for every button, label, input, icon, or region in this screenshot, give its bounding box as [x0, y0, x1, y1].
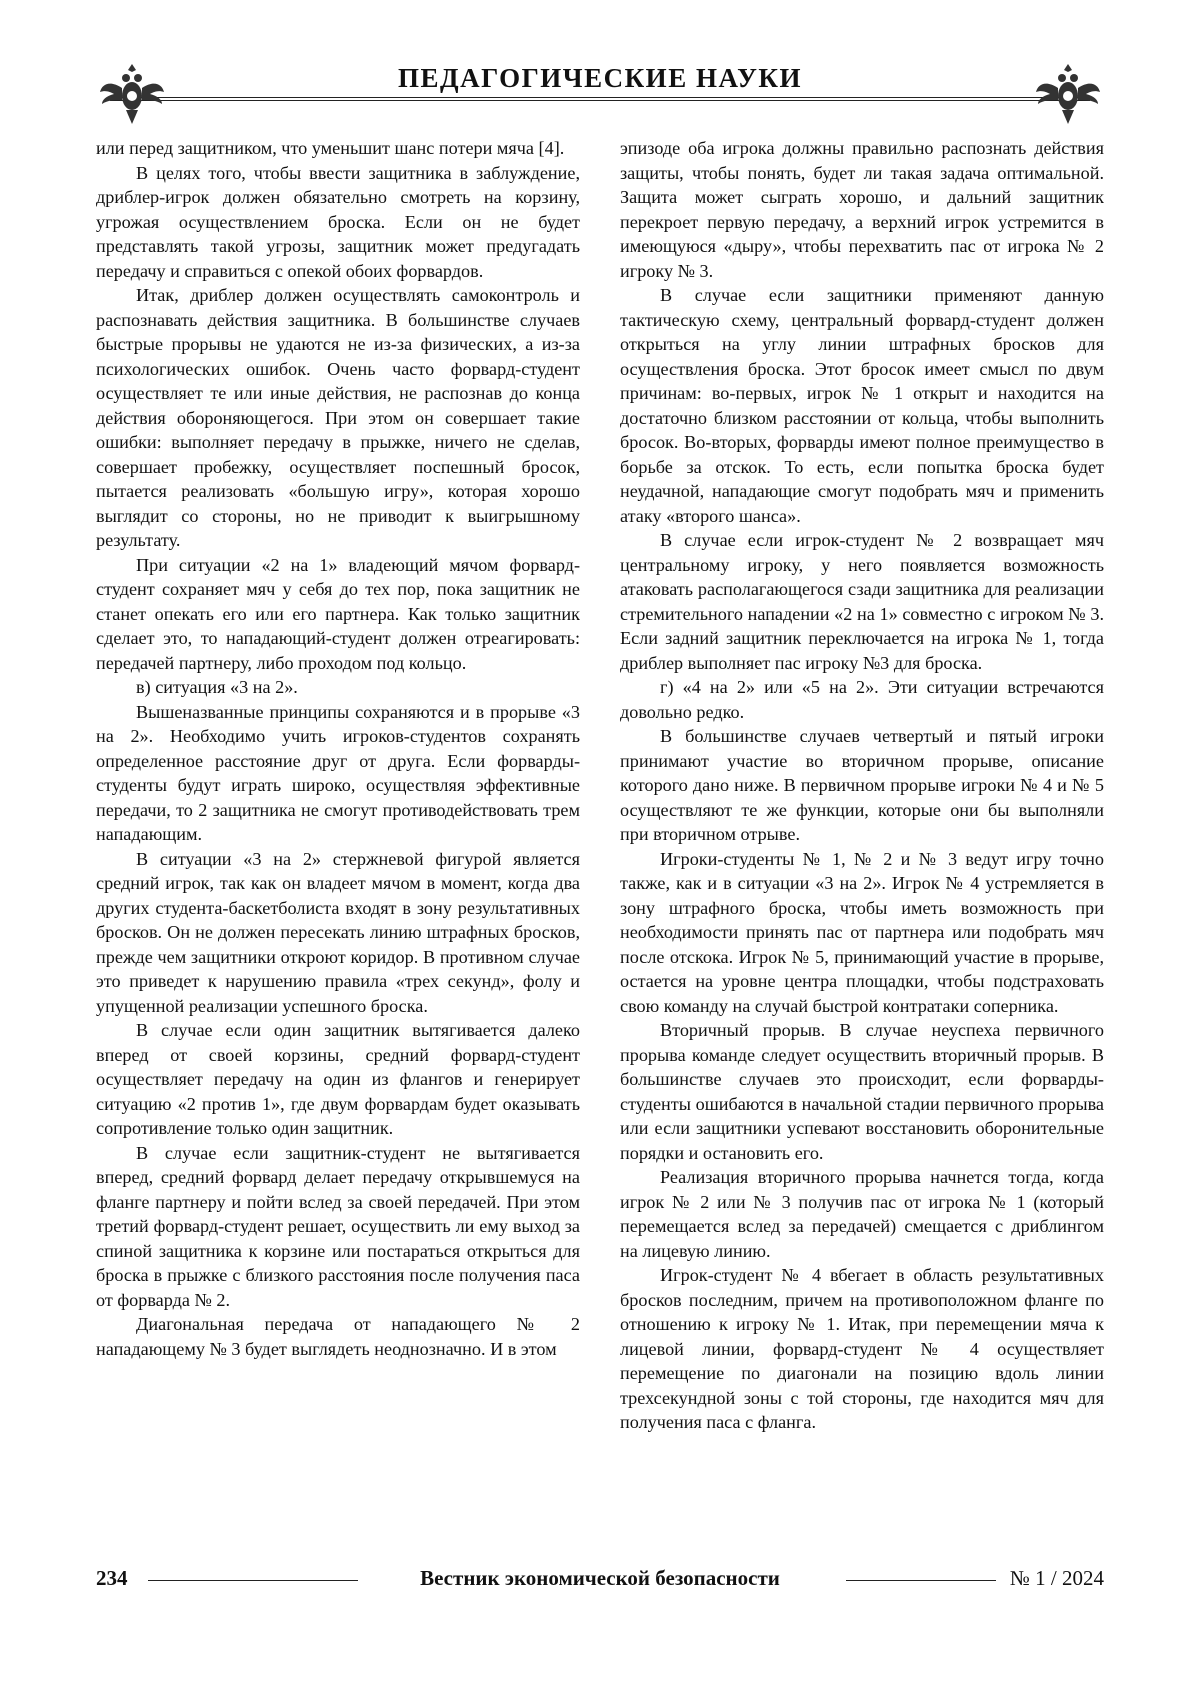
eagle-emblem-icon — [96, 58, 168, 130]
paragraph: В ситуации «3 на 2» стержневой фигурой является средний игрок, так как он владеет мячом в момент, когда два других студента-баскетболиста входят в зону результативных бросков. Он не должен пересекать линию штрафных бросков, прежде чем защитники откроют коридор. В противном случае это приведет к нарушению правила «трех секунд», фолу и упущенной реализации успешного броска. — [96, 848, 580, 1016]
paragraph: В случае если игрок-студент № 2 возвращает мяч центральному игроку, у него появляется возможность атаковать располагающегося сзади защитника для реализации стремительного нападении «2 на 1» совместно с игроком № 3. Если задний защитник переключается на игрока № 1, тогда дриблер выполняет пас игроку №3 для броска. — [620, 530, 1104, 673]
footer-rule — [846, 1580, 996, 1581]
issue-number: № 1 / 2024 — [1009, 1566, 1104, 1590]
paragraph: Игрок-студент № 4 вбегает в область результативных бросков последним, причем на противоположном фланге по отношению к игроку № 1. Итак, при перемещении мяча к лицевой линии, форвард-студент № 4 осуществляет перемещение по диагонали на позицию вдоль линии трехсекундной зоны с той стороны, где находится мяч для получения паса с фланга. — [620, 1265, 1104, 1432]
section-title: ПЕДАГОГИЧЕСКИЕ НАУКИ — [398, 63, 802, 93]
paragraph: Игроки-студенты № 1, № 2 и № 3 ведут игру точно также, как и в ситуации «3 на 2». Игрок № 4 устремляется в зону штрафного броска, чтобы иметь возможность при необходимости принять пас от партнера или подобрать мяч после отскока. Игрок № 5, принимающий участие в прорыве, остается на уровне центра площадки, чтобы подстраховать свою команду на случай быстрой контратаки соперника. — [620, 848, 1104, 1016]
journal-name: Вестник экономической безопасности — [420, 1566, 780, 1590]
paragraph: г) «4 на 2» или «5 на 2». Эти ситуации встречаются довольно редко. — [620, 677, 1104, 722]
paragraph: Вторичный прорыв. В случае неуспеха первичного прорыва команде следует осуществить вторичный прорыв. В большинстве случаев это происходит, если форварды-студенты ошибаются в начальной стадии первичного прорыва или если защитники успевают восстановить оборонительные порядки и остановить его. — [620, 1020, 1104, 1163]
paragraph: Реализация вторичного прорыва начнется тогда, когда игрок № 2 или № 3 получив пас от игрока № 1 (который перемещается вслед за передачей) смещается с дриблингом на лицевую линию. — [620, 1167, 1104, 1261]
paragraph: В большинстве случаев четвертый и пятый игроки принимают участие во вторичном прорыве, описание которого дано ниже. В первичном прорыве игроки № 4 и № 5 осуществляют те же функции, которые они бы выполняли при вторичном отрыве. — [620, 726, 1104, 844]
paragraph: или перед защитником, что уменьшит шанс потери мяча [4]. — [96, 138, 565, 158]
paragraph: В случае если один защитник вытягивается далеко вперед от своей корзины, средний форвард-студент осуществляет передачу на один из флангов и генерирует ситуацию «2 против 1», где двум форвардам будет оказывать сопротивление только один защитник. — [96, 1020, 580, 1138]
page-number: 234 — [96, 1566, 128, 1590]
paragraph: В случае если защитники применяют данную тактическую схему, центральный форвард-студент должен открыться на углу линии штрафных бросков для осуществления броска. Этот бросок имеет смысл по двум причинам: во-первых, игрок № 1 открыт и находится на достаточно близком расстоянии от кольца, чтобы выполнить бросок. Во-вторых, форварды имеют полное преимущество в борьбе за отскок. То есть, если попытка броска будет неудачной, нападающие смогут подобрать мяч и применить атаку «второго шанса». — [620, 285, 1104, 526]
paragraph: При ситуации «2 на 1» владеющий мячом форвард-студент сохраняет мяч у себя до тех пор, пока защитник не станет опекать его или его партнера. Как только защитник сделает это, то нападающий-студент должен отреагировать: передачей партнеру, либо проходом под кольцо. — [96, 554, 580, 673]
paragraph: Вышеназванные принципы сохраняются и в прорыве «3 на 2». Необходимо учить игроков-студентов сохранять определенное расстояние друг от друга. Если форварды-студенты будут играть широко, осуществляя эффективные передачи, то 2 защитника не смогут противодействовать трем нападающим. — [96, 701, 580, 844]
right-column — [620, 136, 1104, 1576]
paragraph: В целях того, чтобы ввести защитника в заблуждение, дриблер-игрок должен обязательно смотреть на корзину, угрожая осуществлением броска. Если он не будет представлять такой угрозы, защитник может предугадать передачу и справиться с опекой обоих форвардов. — [96, 162, 580, 281]
page-header — [96, 62, 1104, 98]
page-footer — [96, 1566, 1104, 1596]
eagle-emblem-icon — [1032, 58, 1104, 130]
paragraph: эпизоде оба игрока должны правильно распознать действия защиты, чтобы понять, будет ли такая задача оптимальной. Защита может сыграть хорошо, и дальний защитник перекроет первую передачу, а верхний игрок устремится в имеющуюся «дыру», чтобы перехватить пас от игрока № 2 игроку № 3. — [620, 138, 1104, 281]
left-column — [96, 136, 580, 1576]
paragraph: В случае если защитник-студент не вытягивается вперед, средний форвард делает передачу открывшемуся на фланге партнеру и пойти вслед за своей передачей. При этом третий форвард-студент решает, осуществить ли ему выход за спиной защитника к корзине или постараться открыться для броска в прыжке с близкого расстояния после получения паса от форварда № 2. — [96, 1142, 580, 1310]
paragraph: Итак, дриблер должен осуществлять самоконтроль и распознавать действия защитника. В большинстве случаев быстрые прорывы не удаются не из-за физических, а из-за психологических ошибок. Очень часто форвард-студент осуществляет те или иные действия, не распознав до конца действия обороняющегося. При этом он совершает такие ошибки: выполняет передачу в прыжке, ничего не сделав, совершает пробежку, осуществляет поспешный бросок, пытается реализовать «большую игру», которая хорошо выглядит со стороны, но не приводит к выигрышному результату. — [96, 285, 580, 550]
paragraph: Диагональная передача от нападающего № 2 нападающему № 3 будет выглядеть неоднозначно. И в этом — [96, 1314, 580, 1359]
header-rule — [110, 97, 1090, 101]
paragraph: в) ситуация «3 на 2». — [136, 677, 298, 697]
